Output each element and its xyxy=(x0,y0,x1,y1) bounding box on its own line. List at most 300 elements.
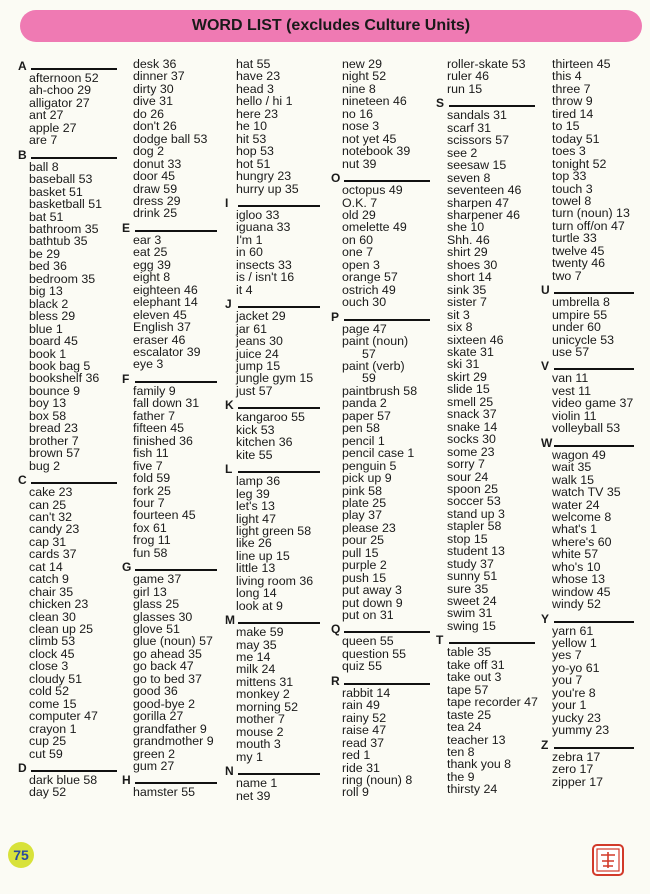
word-entry: hop 53 xyxy=(236,144,274,159)
word-entry: net 39 xyxy=(236,788,271,803)
word-entry: have 23 xyxy=(236,69,281,84)
word-entry: you 7 xyxy=(552,673,583,688)
section-divider xyxy=(135,569,217,571)
letter-section xyxy=(225,763,320,803)
word-entry: paper 57 xyxy=(342,408,391,423)
word-entry: smell 25 xyxy=(447,394,494,409)
word-entry: the 9 xyxy=(447,769,475,784)
word-entry: clock 45 xyxy=(29,646,75,661)
section-header xyxy=(18,472,117,486)
section-divider xyxy=(31,770,117,772)
word-entry: frog 11 xyxy=(133,533,171,548)
word-entry: book bag 5 xyxy=(29,358,91,373)
word-entry: jar 61 xyxy=(236,321,267,336)
word-entry: little 13 xyxy=(236,561,276,576)
word-entry: top 33 xyxy=(552,169,587,184)
word-entry: brown 57 xyxy=(29,446,80,461)
word-entry: sour 24 xyxy=(447,469,489,484)
word-entry: may 35 xyxy=(236,637,277,652)
letter-section xyxy=(225,195,320,297)
word-entry: egg 39 xyxy=(133,257,171,272)
section-header xyxy=(122,220,217,234)
word-entry: orange 57 xyxy=(342,270,398,285)
word-entry: fourteen 45 xyxy=(133,508,196,523)
word-entry: apple 27 xyxy=(29,120,77,135)
word-entry: window 45 xyxy=(552,584,611,599)
word-entry: hat 55 xyxy=(236,57,271,71)
word-entry: paint (verb) xyxy=(342,358,405,373)
word-entry: video game 37 xyxy=(552,396,634,411)
word-entry: fun 58 xyxy=(133,545,168,560)
word-entry: mouth 3 xyxy=(236,737,281,752)
word-entry: nut 39 xyxy=(342,156,377,171)
word-column-4 xyxy=(331,57,430,800)
word-entry: light 47 xyxy=(236,511,276,526)
word-entry: pencil case 1 xyxy=(342,446,415,461)
word-entry: six 8 xyxy=(447,320,473,335)
section-letter: H xyxy=(122,773,131,788)
word-entry: fork 25 xyxy=(133,483,171,498)
section-letter: O xyxy=(331,171,341,186)
word-entry: turn (noun) 13 xyxy=(552,206,630,221)
word-entry: ruler 46 xyxy=(447,69,490,84)
word-entry: three 7 xyxy=(552,81,591,96)
word-entry: swim 31 xyxy=(447,606,493,621)
word-entry: swing 15 xyxy=(447,618,496,633)
letter-section xyxy=(541,282,634,359)
letter-section xyxy=(122,772,217,800)
section-header xyxy=(436,632,535,646)
word-entry: thank you 8 xyxy=(447,757,512,772)
word-entry: ostrich 49 xyxy=(342,282,396,297)
word-entry: roll 9 xyxy=(342,785,369,800)
word-entry: spoon 25 xyxy=(447,481,498,496)
word-entry: turtle 33 xyxy=(552,231,597,246)
word-entry: nineteen 46 xyxy=(342,94,407,109)
word-column-5 xyxy=(436,57,538,797)
word-entry: sunny 51 xyxy=(447,569,498,584)
word-entry: turn off/on 47 xyxy=(552,218,625,233)
word-entry: please 23 xyxy=(342,520,396,535)
letter-section xyxy=(541,435,634,612)
word-entry: go back 47 xyxy=(133,659,194,674)
word-entry: put down 9 xyxy=(342,595,403,610)
letter-section xyxy=(331,170,430,310)
word-entry: zero 17 xyxy=(552,762,594,777)
word-entry: sister 7 xyxy=(447,295,487,310)
word-entry: snack 37 xyxy=(447,407,497,422)
word-entry: gum 27 xyxy=(133,759,175,774)
word-entry: leg 39 xyxy=(236,486,270,501)
letter-section xyxy=(18,760,117,800)
word-entry: jeans 30 xyxy=(236,334,283,349)
word-entry: bug 2 xyxy=(29,458,61,473)
word-entry: dirty 30 xyxy=(133,81,174,96)
word-entry: ear 3 xyxy=(133,232,162,247)
word-entry: glasses 30 xyxy=(133,609,193,624)
word-entry: watch TV 35 xyxy=(552,485,621,500)
word-entry: me 14 xyxy=(236,650,271,665)
word-entry: kangaroo 55 xyxy=(236,410,305,425)
section-letter: N xyxy=(225,764,234,779)
word-entry: zebra 17 xyxy=(552,749,601,764)
word-entry: yellow 1 xyxy=(552,636,597,651)
word-entry: bat 51 xyxy=(29,209,64,224)
word-entry: sorry 7 xyxy=(447,457,485,472)
word-entry: stop 15 xyxy=(447,531,488,546)
word-entry: yo-yo 61 xyxy=(552,660,600,675)
word-entry: snake 14 xyxy=(447,419,498,434)
word-entry: drink 25 xyxy=(133,206,178,221)
word-entry: red 1 xyxy=(342,748,371,763)
word-entry: name 1 xyxy=(236,776,278,791)
word-entry: pencil 1 xyxy=(342,433,385,448)
word-entry: yummy 23 xyxy=(552,723,610,738)
word-entry: umbrella 8 xyxy=(552,295,610,310)
word-entry: to 15 xyxy=(552,119,580,134)
section-header xyxy=(122,559,217,573)
letter-section xyxy=(331,621,430,674)
letter-section xyxy=(236,58,320,195)
word-entry: dive 31 xyxy=(133,94,173,109)
word-entry: cake 23 xyxy=(29,485,73,500)
word-entry: thirsty 24 xyxy=(447,782,498,797)
word-entry: ten 8 xyxy=(447,745,475,760)
word-entry: kite 55 xyxy=(236,447,273,462)
word-entry: cloudy 51 xyxy=(29,671,83,686)
word-entry: scissors 57 xyxy=(447,133,509,148)
word-entry: glass 25 xyxy=(133,597,180,612)
letter-section xyxy=(436,632,538,797)
word-entry: student 13 xyxy=(447,544,505,559)
word-entry: bookshelf 36 xyxy=(29,371,100,386)
letter-section xyxy=(122,371,217,560)
letter-section xyxy=(541,737,634,789)
section-header xyxy=(541,282,634,296)
word-entry: basketball 51 xyxy=(29,197,103,212)
word-entry: your 1 xyxy=(552,698,587,713)
section-header xyxy=(225,763,320,777)
word-entry: let's 13 xyxy=(236,499,275,514)
word-entry: seven 8 xyxy=(447,170,491,185)
word-entry: girl 13 xyxy=(133,584,167,599)
word-entry: good 36 xyxy=(133,684,178,699)
word-entry: shirt 29 xyxy=(447,245,488,260)
word-entry: gorilla 27 xyxy=(133,709,184,724)
word-entry: she 10 xyxy=(447,220,485,235)
seal-stamp-icon xyxy=(590,842,626,878)
word-entry: just 57 xyxy=(236,383,273,398)
section-letter: I xyxy=(225,195,229,210)
word-entry: it 4 xyxy=(236,282,253,297)
section-letter: M xyxy=(225,613,235,628)
word-entry: under 60 xyxy=(552,320,601,335)
letter-section xyxy=(133,58,217,220)
word-entry: take out 3 xyxy=(447,670,502,685)
word-entry: towel 8 xyxy=(552,193,592,208)
section-header xyxy=(225,195,320,209)
section-header xyxy=(331,170,430,184)
section-letter: G xyxy=(122,560,132,575)
word-entry: computer 47 xyxy=(29,709,98,724)
word-entry: one 7 xyxy=(342,245,374,260)
word-entry: ant 27 xyxy=(29,108,64,123)
word-entry: look at 9 xyxy=(236,598,283,613)
word-entry: some 23 xyxy=(447,444,495,459)
section-divider xyxy=(344,319,430,321)
word-entry: do 26 xyxy=(133,106,165,121)
word-entry: family 9 xyxy=(133,383,176,398)
word-entry: cap 31 xyxy=(29,534,67,549)
word-entry: fifteen 45 xyxy=(133,421,184,436)
section-divider xyxy=(238,471,320,473)
word-entry: jacket 29 xyxy=(236,309,286,324)
word-entry: nose 3 xyxy=(342,119,380,134)
section-divider xyxy=(554,747,634,749)
section-divider xyxy=(238,407,320,409)
word-entry: ah-choo 29 xyxy=(29,83,92,98)
section-letter: L xyxy=(225,462,233,477)
section-letter: A xyxy=(18,59,27,73)
word-entry: not yet 45 xyxy=(342,131,397,146)
word-entry: water 24 xyxy=(552,497,600,512)
section-header xyxy=(541,737,634,751)
word-entry: clean up 25 xyxy=(29,622,94,637)
word-entry: chair 35 xyxy=(29,584,74,599)
word-entry: dinner 37 xyxy=(133,69,185,84)
word-entry: bless 29 xyxy=(29,309,76,324)
word-entry: what's 1 xyxy=(552,522,598,537)
word-column-2 xyxy=(122,57,217,800)
word-entry: O.K. 7 xyxy=(342,195,378,210)
word-entry: scarf 31 xyxy=(447,120,492,135)
word-entry: on 60 xyxy=(342,232,374,247)
section-header xyxy=(225,296,320,310)
word-entry: sandals 31 xyxy=(447,108,507,123)
word-entry: night 52 xyxy=(342,69,387,84)
word-entry: study 37 xyxy=(447,556,494,571)
word-entry: can't 32 xyxy=(29,509,73,524)
word-entry: pull 15 xyxy=(342,545,379,560)
word-entry: 57 xyxy=(362,346,376,361)
word-entry: kick 53 xyxy=(236,422,275,437)
letter-section xyxy=(552,58,634,282)
word-entry: sit 3 xyxy=(447,307,470,322)
section-letter: U xyxy=(541,283,550,298)
word-entry: juice 24 xyxy=(236,346,279,361)
word-entry: door 45 xyxy=(133,169,176,184)
word-entry: grandfather 9 xyxy=(133,721,207,736)
word-entry: bathroom 35 xyxy=(29,221,99,236)
word-column-3 xyxy=(225,57,320,803)
word-entry: escalator 39 xyxy=(133,344,201,359)
word-entry: jungle gym 15 xyxy=(236,371,314,386)
word-entry: cards 37 xyxy=(29,547,77,562)
word-entry: paintbrush 58 xyxy=(342,383,418,398)
word-entry: English 37 xyxy=(133,320,191,335)
section-header xyxy=(18,58,117,72)
word-entry: climb 53 xyxy=(29,634,76,649)
word-column-6 xyxy=(541,57,634,789)
word-entry: mouse 2 xyxy=(236,724,284,739)
word-entry: throw 9 xyxy=(552,94,593,109)
section-divider xyxy=(554,368,634,370)
word-entry: windy 52 xyxy=(552,597,601,612)
section-divider xyxy=(344,180,430,182)
word-entry: make 59 xyxy=(236,625,284,640)
section-letter: S xyxy=(436,96,445,111)
letter-section xyxy=(18,472,117,761)
word-entry: wait 35 xyxy=(552,460,592,475)
word-entry: come 15 xyxy=(29,696,77,711)
letter-section xyxy=(225,296,320,398)
section-header xyxy=(225,612,320,626)
word-entry: wagon 49 xyxy=(552,447,606,462)
word-entry: thirteen 45 xyxy=(552,57,611,71)
section-letter: C xyxy=(18,473,27,488)
section-letter: V xyxy=(541,359,550,374)
word-entry: elephant 14 xyxy=(133,295,198,310)
word-column-1 xyxy=(18,58,117,800)
word-entry: seventeen 46 xyxy=(447,183,522,198)
word-entry: igloo 33 xyxy=(236,207,280,222)
page-title: WORD LIST (excludes Culture Units) xyxy=(191,17,471,34)
word-entry: tape recorder 47 xyxy=(447,695,538,710)
word-entry: cat 14 xyxy=(29,559,63,574)
word-entry: four 7 xyxy=(133,495,165,510)
word-entry: unicycle 53 xyxy=(552,332,614,347)
word-entry: eye 3 xyxy=(133,357,164,372)
word-entry: twenty 46 xyxy=(552,256,606,271)
word-entry: big 13 xyxy=(29,284,63,299)
word-entry: insects 33 xyxy=(236,257,292,272)
word-entry: eraser 46 xyxy=(133,332,186,347)
section-divider xyxy=(238,773,320,775)
letter-section xyxy=(541,358,634,436)
word-entry: panda 2 xyxy=(342,396,387,411)
word-entry: hurry up 35 xyxy=(236,181,299,196)
word-entry: old 29 xyxy=(342,207,376,222)
word-entry: day 52 xyxy=(29,785,67,800)
word-entry: toes 3 xyxy=(552,144,586,159)
word-entry: book 1 xyxy=(29,346,67,361)
word-entry: skirt 29 xyxy=(447,369,487,384)
word-entry: green 2 xyxy=(133,746,176,761)
word-entry: nine 8 xyxy=(342,81,376,96)
section-header xyxy=(331,309,430,323)
word-entry: eat 25 xyxy=(133,245,168,260)
section-header xyxy=(122,772,217,786)
word-entry: who's 10 xyxy=(552,559,601,574)
word-entry: line up 15 xyxy=(236,548,290,563)
section-divider xyxy=(238,622,320,624)
section-letter: T xyxy=(436,633,444,648)
section-divider xyxy=(31,68,117,70)
word-entry: like 26 xyxy=(236,536,272,551)
word-entry: bathtub 35 xyxy=(29,234,88,249)
word-entry: cold 52 xyxy=(29,684,69,699)
word-entry: hungry 23 xyxy=(236,169,292,184)
page-number-badge xyxy=(8,842,34,868)
word-entry: rain 49 xyxy=(342,698,380,713)
word-entry: bounce 9 xyxy=(29,383,80,398)
word-entry: can 25 xyxy=(29,497,67,512)
letter-section xyxy=(225,397,320,462)
section-header xyxy=(225,397,320,411)
word-entry: be 29 xyxy=(29,246,61,261)
word-entry: good-bye 2 xyxy=(133,696,196,711)
section-header xyxy=(122,371,217,385)
section-header xyxy=(331,621,430,635)
section-header xyxy=(541,435,634,449)
word-entry: new 29 xyxy=(342,57,382,71)
section-letter: B xyxy=(18,147,27,162)
word-entry: violin 11 xyxy=(552,408,597,423)
word-entry: box 58 xyxy=(29,408,67,423)
section-divider xyxy=(554,445,634,447)
section-letter: E xyxy=(122,220,131,235)
section-letter: W xyxy=(541,435,553,450)
word-entry: mother 7 xyxy=(236,712,285,727)
word-entry: tired 14 xyxy=(552,106,594,121)
word-entry: is / isn't 16 xyxy=(236,270,295,285)
word-entry: he 10 xyxy=(236,119,268,134)
word-entry: plate 25 xyxy=(342,495,387,510)
word-entry: crayon 1 xyxy=(29,721,77,736)
section-divider xyxy=(135,782,217,784)
word-entry: close 3 xyxy=(29,659,69,674)
word-entry: pour 25 xyxy=(342,533,385,548)
word-entry: my 1 xyxy=(236,749,263,764)
word-entry: alligator 27 xyxy=(29,95,90,110)
word-entry: cut 59 xyxy=(29,746,63,761)
section-divider xyxy=(135,381,217,383)
word-entry: head 3 xyxy=(236,81,274,96)
section-letter: Q xyxy=(331,622,341,637)
word-entry: lamp 36 xyxy=(236,474,281,489)
word-entry: skate 31 xyxy=(447,344,494,359)
section-divider xyxy=(31,157,117,159)
word-entry: see 2 xyxy=(447,145,478,160)
word-entry: teacher 13 xyxy=(447,732,506,747)
section-header xyxy=(436,95,535,109)
word-entry: pink 58 xyxy=(342,483,382,498)
word-entry: tonight 52 xyxy=(552,156,607,171)
letter-section xyxy=(342,58,430,170)
word-entry: hit 53 xyxy=(236,131,267,146)
letter-section xyxy=(225,461,320,613)
word-entry: queen 55 xyxy=(342,634,394,649)
letter-section xyxy=(122,220,217,372)
word-entry: milk 24 xyxy=(236,662,276,677)
word-entry: seesaw 15 xyxy=(447,158,507,173)
word-entry: soccer 53 xyxy=(447,494,501,509)
word-entry: cup 25 xyxy=(29,734,67,749)
word-entry: read 37 xyxy=(342,735,385,750)
word-entry: ring (noun) 8 xyxy=(342,773,413,788)
section-letter: J xyxy=(225,297,232,312)
word-entry: put on 31 xyxy=(342,608,394,623)
section-header xyxy=(18,147,117,161)
section-divider xyxy=(344,631,430,633)
word-entry: slide 15 xyxy=(447,382,490,397)
word-entry: dodge ball 53 xyxy=(133,131,208,146)
word-entry: rainy 52 xyxy=(342,710,387,725)
page-number: 75 xyxy=(13,847,29,863)
word-entry: grandmother 9 xyxy=(133,734,214,749)
word-entry: stapler 58 xyxy=(447,519,502,534)
word-entry: morning 52 xyxy=(236,699,298,714)
